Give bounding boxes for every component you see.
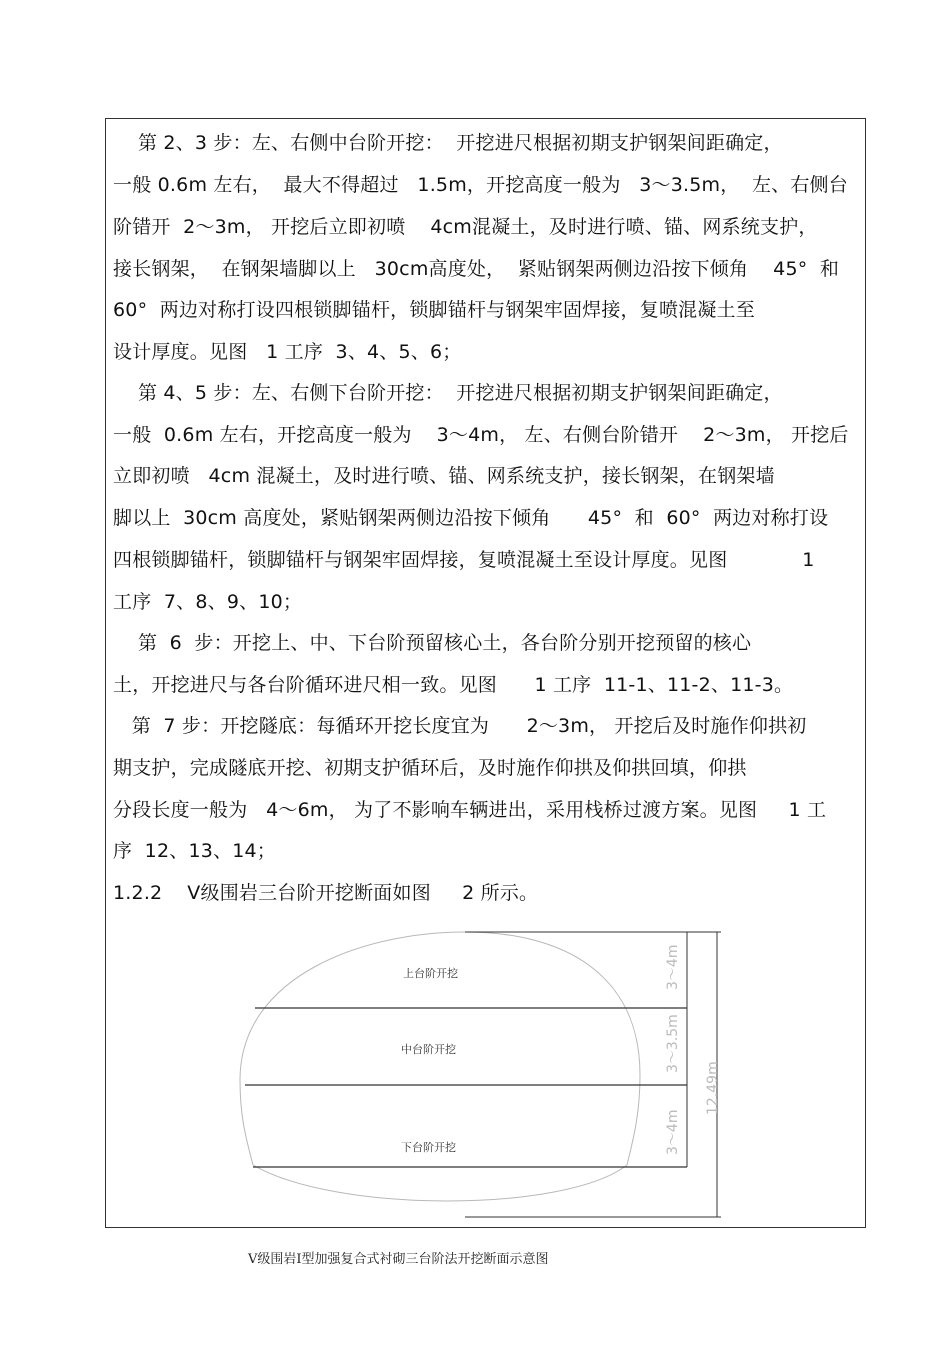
para4-line3: 分段长度一般为 4～6m， 为了不影响车辆进出，采用栈桥过渡方案。见图 1 工 [113, 799, 827, 821]
para3-line2: 土，开挖进尺与各台阶循环进尺相一致。见图 1 工序 11-1、11-2、11-3。 [113, 674, 794, 696]
para2-line5: 四根锁脚锚杆，锁脚锚杆与钢架牢固焊接，复喷混凝土至设计厚度。见图 1 [113, 549, 815, 571]
para2-line1: 第 4、5 步：左、右侧下台阶开挖： 开挖进尺根据初期支护钢架间距确定， [113, 382, 783, 404]
para1-line1: 第 2、3 步：左、右侧中台阶开挖： 开挖进尺根据初期支护钢架间距确定， [113, 132, 783, 154]
para2-line2: 一般 0.6m 左右，开挖高度一般为 3～4m， 左、右侧台阶错开 2～3m， 开挖后 [113, 424, 849, 446]
para2-line6: 工序 7、8、9、10； [113, 591, 303, 613]
dim-total-label: 12.49m [705, 1061, 721, 1115]
dim-upper-label: 3～4m [665, 944, 681, 990]
para1-line2: 一般 0.6m 左右， 最大不得超过 1.5m，开挖高度一般为 3～3.5m， 左、右侧台 [113, 174, 848, 196]
para4-line4: 序 12、13、14； [113, 840, 277, 862]
dim-middle-label: 3～3.5m [665, 1014, 681, 1073]
dim-lower-label: 3～4m [665, 1109, 681, 1155]
para4-line1: 第 7 步：开挖隧底：每循环开挖长度宜为 2～3m， 开挖后及时施作仰拱初 [113, 715, 807, 737]
para1-line5: 60° 两边对称打设四根锁脚锚杆，锁脚锚杆与钢架牢固焊接，复喷混凝土至 [113, 299, 755, 321]
tunnel-section-diagram [105, 915, 866, 1228]
para1-line3: 阶错开 2～3m， 开挖后立即初喷 4cm混凝土，及时进行喷、锚、网系统支护， [113, 216, 818, 238]
para2-line4: 脚以上 30cm 高度处，紧贴钢架两侧边沿按下倾角 45° 和 60° 两边对称打设 [113, 507, 829, 529]
lower-bench-label: 下台阶开挖 [401, 1141, 456, 1154]
middle-bench-label: 中台阶开挖 [401, 1043, 456, 1056]
upper-bench-label: 上台阶开挖 [403, 967, 458, 980]
section-heading: 1.2.2 Ⅴ级围岩三台阶开挖断面如图 2 所示。 [113, 882, 539, 904]
para1-line6: 设计厚度。见图 1 工序 3、4、5、6； [113, 341, 462, 363]
para1-line4: 接长钢架， 在钢架墙脚以上 30cm高度处， 紧贴钢架两侧边沿按下倾角 45° 和 [113, 258, 840, 280]
para4-line2: 期支护，完成隧底开挖、初期支护循环后，及时施作仰拱及仰拱回填，仰拱 [113, 757, 747, 779]
para2-line3: 立即初喷 4cm 混凝土，及时进行喷、锚、网系统支护，接长钢架，在钢架墙 [113, 465, 775, 487]
figure-caption: Ⅴ级围岩Ⅰ型加强复合式衬砌三台阶法开挖断面示意图 [248, 1252, 549, 1267]
para3-line1: 第 6 步：开挖上、中、下台阶预留核心土，各台阶分别开挖预留的核心 [113, 632, 752, 654]
